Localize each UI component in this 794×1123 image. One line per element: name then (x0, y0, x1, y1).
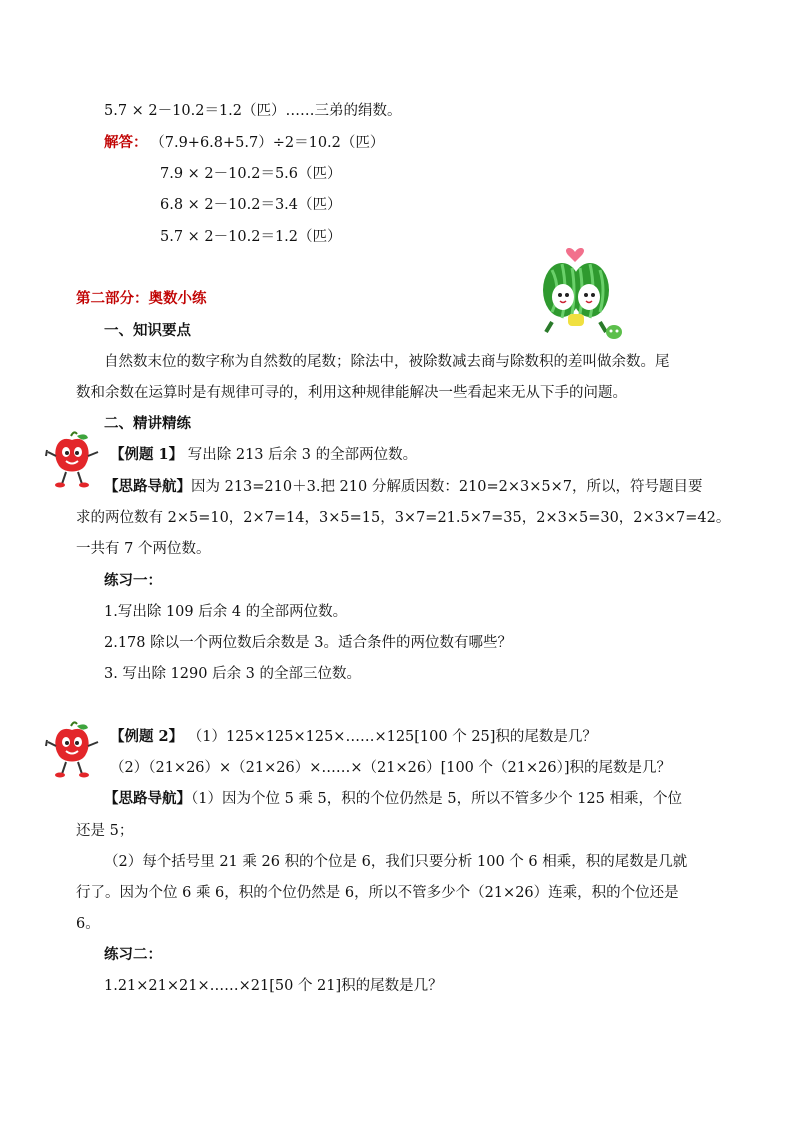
answer-step-3: 5.7 × 2－10.2＝1.2（匹） (160, 229, 342, 245)
watermelon-mascot-image (538, 240, 626, 340)
practice-2-question-1: 1.21×21×21×……×21[50 个 21]积的尾数是几？ (104, 978, 443, 994)
example-1-guide-text: 因为 213=210＋3.把 210 分解质因数：210=2×3×5×7，所以，符号题目要 (191, 479, 703, 495)
answer-expression: （7.9+6.8+5.7）÷2＝10.2（匹） (157, 135, 385, 151)
example-2-guide-line-5: 6。 (76, 916, 100, 932)
example-1-question: 写出除 213 后余 3 的全部两位数。 (183, 447, 418, 463)
part2-title: 第二部分：奥数小练 (76, 290, 207, 307)
section-knowledge-points: 一、知识要点 (104, 322, 191, 339)
example-2-guide-line-4: 行了。因为个位 6 乘 6，积的个位仍然是 6，所以不管多少个（21×26）连乘，积的个位还是 (76, 885, 679, 901)
paragraph-line-2: 数和余数在运算时是有规律可寻的，利用这种规律能解决一些看起来无从下手的问题。 (76, 385, 627, 401)
apple-mascot-icon (44, 430, 106, 488)
practice-2-title: 练习二： (104, 946, 162, 963)
example-2-guide-text: （1）因为个位 5 乘 5，积的个位仍然是 5，所以不管多少个 125 相乘，个位 (191, 791, 682, 807)
section-practice: 二、精讲精练 (104, 415, 191, 432)
example-1-guide-line-2: 求的两位数有 2×5=10，2×7=14，3×5=15，3×7=21.5×7=35，2×3×5=30，2×3×7=42。 (76, 510, 731, 526)
answer-step-1: 7.9 × 2－10.2＝5.6（匹） (160, 166, 342, 182)
practice-1-question-3: 3. 写出除 1290 后余 3 的全部三位数。 (104, 666, 362, 682)
example-1-guide-line-1 (104, 477, 703, 497)
example-2-guide-line-3: （2）每个括号里 21 乘 26 积的个位是 6，我们只要分析 100 个 6 相乘，积的尾数是几就 (104, 854, 688, 870)
paragraph-line-1: 自然数末位的数字称为自然数的尾数；除法中，被除数减去商与除数积的差叫做余数。尾 (104, 354, 670, 370)
example-1-guide-label: 【思路导航】 (104, 478, 191, 495)
practice-1-title: 练习一： (104, 572, 162, 589)
answer-label: 解答： (104, 134, 148, 151)
example-2-question-1: （1）125×125×125×……×125[100 个 25]积的尾数是几？ (183, 729, 597, 745)
answer-line (104, 133, 384, 153)
answer-step-2: 6.8 × 2－10.2＝3.4（匹） (160, 197, 342, 213)
example-1-line (110, 445, 417, 465)
apple-mascot-icon (44, 720, 106, 778)
practice-1-question-2: 2.178 除以一个两位数后余数是 3。适合条件的两位数有哪些？ (104, 635, 512, 651)
example-2-label: 【例题 2】 (110, 728, 184, 745)
example-2-line-1 (110, 727, 597, 747)
calc-line-1: 5.7 × 2－10.2＝1.2（匹）……三弟的绢数。 (104, 103, 402, 119)
example-1-label: 【例题 1】 (110, 446, 184, 463)
example-2-question-2: （2）（21×26）×（21×26）×……×（21×26）[100 个（21×26）]积的尾数是几？ (110, 760, 671, 776)
example-2-guide-line-2: 还是 5； (76, 823, 134, 839)
practice-1-question-1: 1.写出除 109 后余 4 的全部两位数。 (104, 604, 348, 620)
example-2-guide-label: 【思路导航】 (104, 790, 191, 807)
example-2-guide-line-1 (104, 789, 682, 809)
example-1-guide-line-3: 一共有 7 个两位数。 (76, 541, 211, 557)
